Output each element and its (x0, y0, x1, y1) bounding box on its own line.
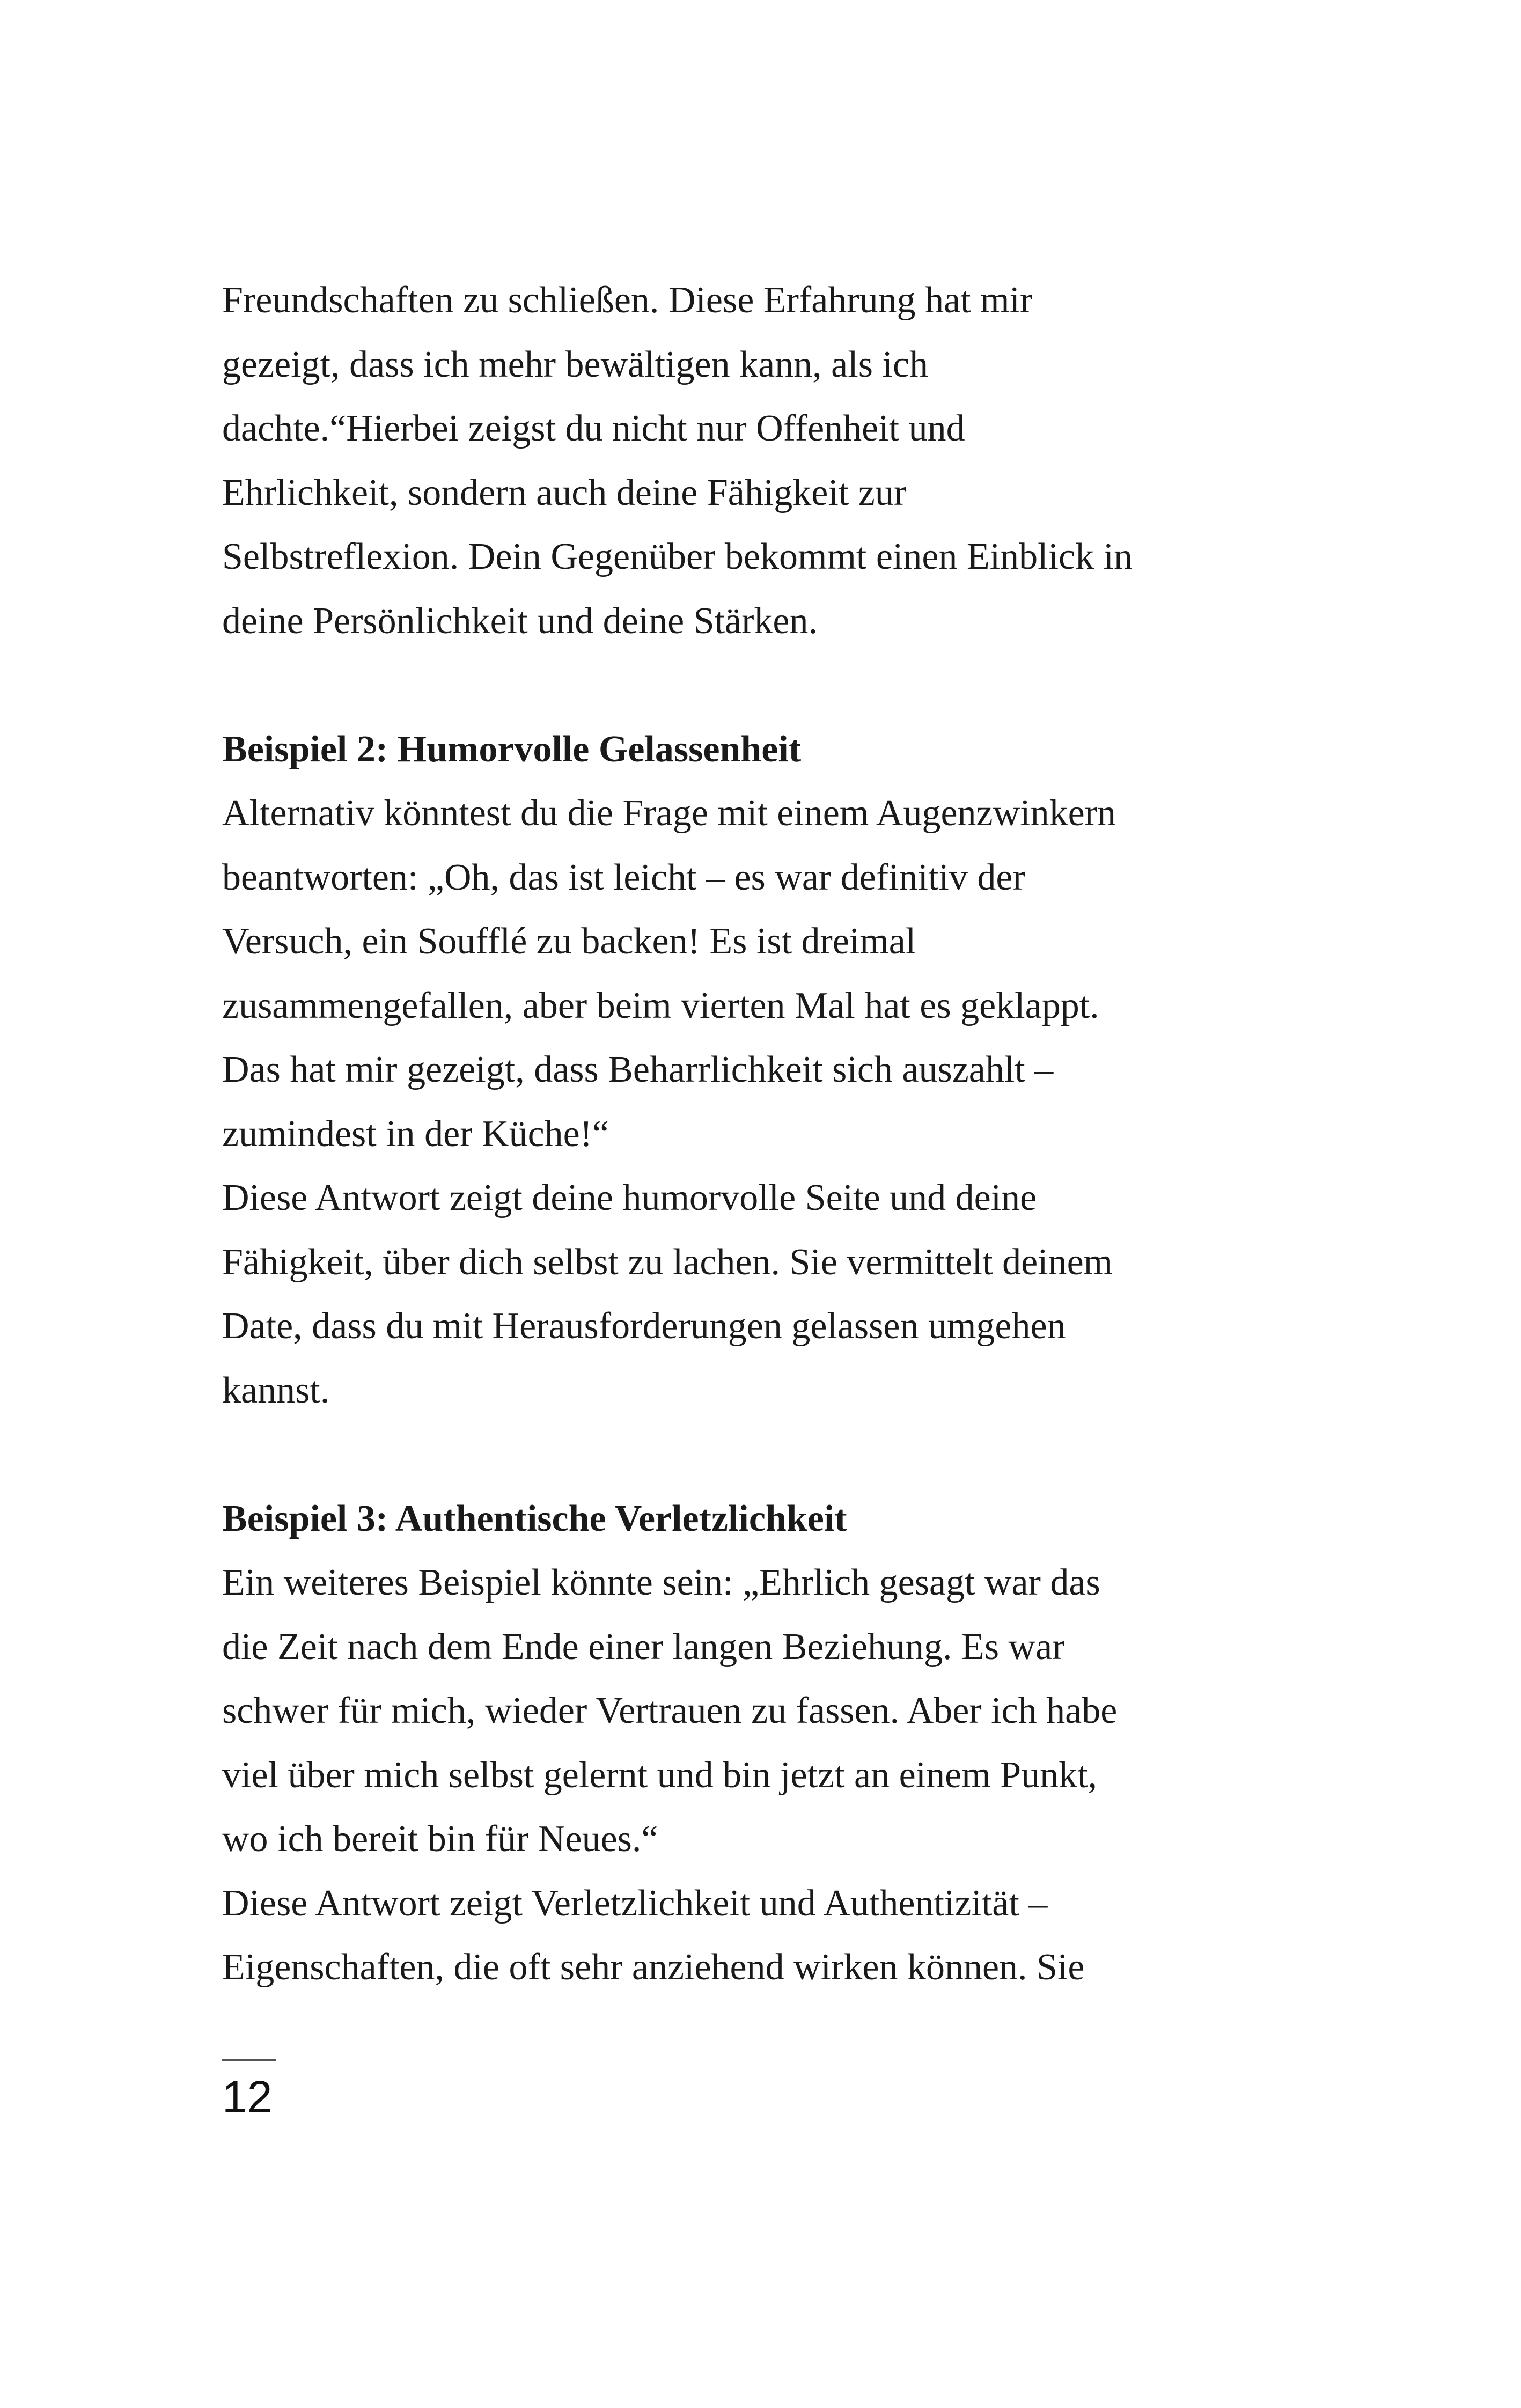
footer-divider (222, 2059, 276, 2061)
text-line: viel über mich selbst gelernt und bin jetzt an einem Punkt, (222, 1754, 1098, 1796)
text-line: Eigenschaften, die oft sehr anziehend wirken können. Sie (222, 1947, 1085, 1988)
text-line: gezeigt, dass ich mehr bewältigen kann, als ich (222, 343, 928, 385)
text-line: wo ich bereit bin für Neues.“ (222, 1818, 658, 1860)
example-3-heading: Beispiel 3: Authentische Verletzlichkeit (222, 1497, 847, 1539)
paragraph-spacer (222, 653, 1215, 717)
text-line: Diese Antwort zeigt Verletzlichkeit und Authentizität – (222, 1882, 1048, 1924)
example-2-section (222, 717, 1215, 1423)
text-line: Fähigkeit, über dich selbst zu lachen. Sie vermittelt deinem (222, 1241, 1113, 1283)
text-line: die Zeit nach dem Ende einer langen Beziehung. Es war (222, 1626, 1065, 1668)
example-3-section (222, 1487, 1215, 2000)
text-line: Date, dass du mit Herausforderungen gelassen umgehen (222, 1305, 1066, 1347)
body-text (222, 268, 1215, 2000)
text-line: zusammengefallen, aber beim vierten Mal hat es geklappt. (222, 985, 1099, 1026)
text-line: Selbstreflexion. Dein Gegenüber bekommt einen Einblick in (222, 536, 1133, 577)
text-line: Ehrlichkeit, sondern auch deine Fähigkeit zur (222, 472, 907, 513)
continuation-paragraph (222, 268, 1215, 653)
example-2-heading: Beispiel 2: Humorvolle Gelassenheit (222, 728, 802, 770)
paragraph-spacer (222, 1422, 1215, 1487)
text-line: Versuch, ein Soufflé zu backen! Es ist dreimal (222, 921, 916, 962)
text-line: kannst. (222, 1369, 330, 1411)
page-number: 12 (222, 2072, 273, 2122)
text-line: deine Persönlichkeit und deine Stärken. (222, 600, 818, 642)
text-line: Das hat mir gezeigt, dass Beharrlichkeit sich auszahlt – (222, 1049, 1054, 1090)
text-line: dachte.“Hierbei zeigst du nicht nur Offenheit und (222, 408, 965, 449)
text-line: zumindest in der Küche!“ (222, 1113, 609, 1155)
text-line: Diese Antwort zeigt deine humorvolle Seite und deine (222, 1177, 1037, 1218)
text-line: Freundschaften zu schließen. Diese Erfahrung hat mir (222, 280, 1033, 321)
text-line: beantworten: „Oh, das ist leicht – es war definitiv der (222, 856, 1025, 898)
text-line: Alternativ könntest du die Frage mit einem Augenzwinkern (222, 792, 1116, 834)
text-line: Ein weiteres Beispiel könnte sein: „Ehrlich gesagt war das (222, 1562, 1100, 1603)
text-line: schwer für mich, wieder Vertrauen zu fassen. Aber ich habe (222, 1690, 1118, 1731)
